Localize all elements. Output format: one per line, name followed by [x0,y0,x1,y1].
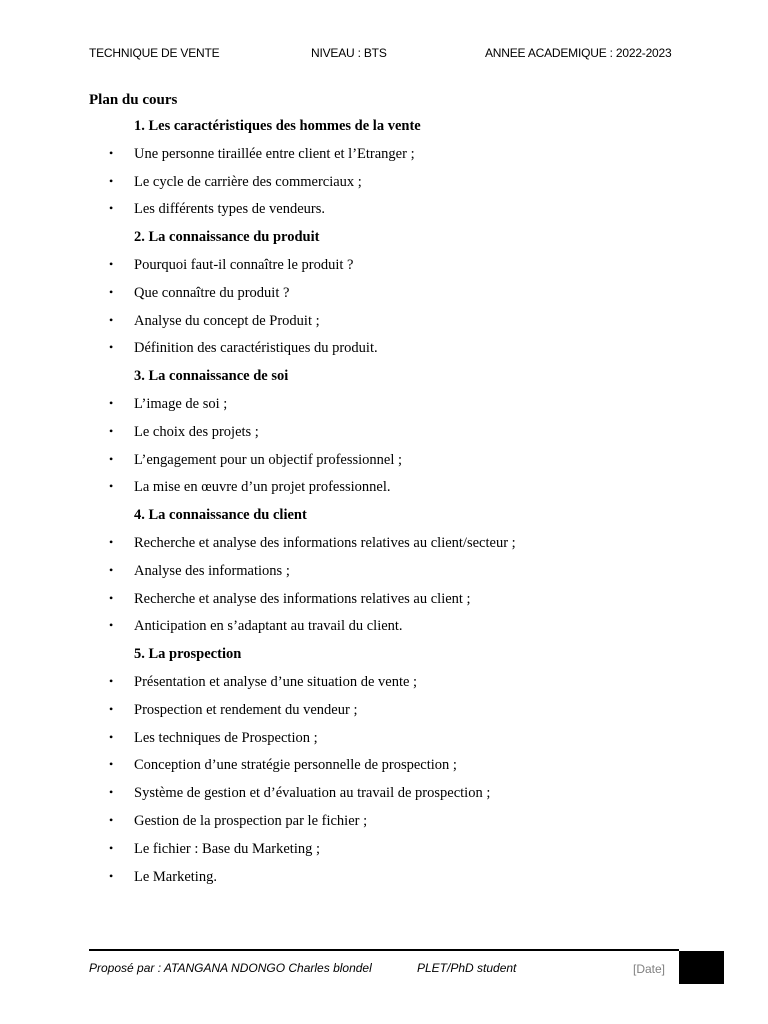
list-item-text: Anticipation en s’adaptant au travail du client. [134,618,403,635]
list-item-text: Que connaître du produit ? [134,284,290,301]
bullet-icon: • [109,173,114,188]
list-item [0,309,768,337]
list-item [0,336,768,364]
list-item-text: Le cycle de carrière des commerciaux ; [134,173,362,190]
list-item-text: Recherche et analyse des informations relatives au client/secteur ; [134,534,516,551]
list-item [0,587,768,615]
section-heading-row [0,114,768,142]
bullet-icon: • [109,673,114,688]
bullet-icon: • [109,145,114,160]
list-item-text: L’image de soi ; [134,395,228,412]
list-item-text: Une personne tiraillée entre client et l’Etranger ; [134,145,415,162]
header-level: NIVEAU : BTS [311,46,387,60]
bullet-icon: • [109,590,114,605]
bullet-icon: • [109,256,114,271]
bullet-icon: • [109,701,114,716]
list-item [0,197,768,225]
header-academic-year: ANNEE ACADEMIQUE : 2022-2023 [485,46,672,60]
list-item [0,726,768,754]
list-item [0,753,768,781]
list-item [0,170,768,198]
list-item-text: Système de gestion et d’évaluation au travail de prospection ; [134,785,491,802]
list-item [0,420,768,448]
bullet-icon: • [109,534,114,549]
list-item [0,142,768,170]
bullet-icon: • [109,479,114,494]
footer-rule [89,949,679,951]
bullet-icon: • [109,562,114,577]
list-item-text: Le choix des projets ; [134,423,259,440]
section-heading-row [0,642,768,670]
list-item [0,559,768,587]
footer-role: PLET/PhD student [417,961,517,975]
list-item [0,531,768,559]
bullet-icon: • [109,201,114,216]
bullet-icon: • [109,312,114,327]
section-heading: 2. La connaissance du produit [134,229,320,246]
bullet-icon: • [109,451,114,466]
bullet-icon: • [109,729,114,744]
bullet-icon: • [109,868,114,883]
list-item [0,809,768,837]
bullet-icon: • [109,840,114,855]
bullet-icon: • [109,395,114,410]
list-item-text: L’engagement pour un objectif professionnel ; [134,451,403,468]
list-item-text: Le fichier : Base du Marketing ; [134,840,321,857]
list-item-text: Recherche et analyse des informations relatives au client ; [134,590,471,607]
plan-title: Plan du cours [89,92,178,108]
section-heading: 4. La connaissance du client [134,507,307,524]
bullet-icon: • [109,423,114,438]
list-item-text: Prospection et rendement du vendeur ; [134,701,358,718]
list-item [0,865,768,893]
section-heading: 1. Les caractéristiques des hommes de la vente [134,118,421,134]
section-heading-row [0,364,768,392]
bullet-icon: • [109,757,114,772]
list-item-text: Les techniques de Prospection ; [134,729,318,746]
list-item [0,698,768,726]
list-item-text: Gestion de la prospection par le fichier ; [134,812,368,829]
bullet-icon: • [109,284,114,299]
bullet-icon: • [109,340,114,355]
list-item [0,614,768,642]
list-item [0,475,768,503]
section-heading-row [0,503,768,531]
list-item-text: Analyse du concept de Produit ; [134,312,320,329]
list-item-text: Pourquoi faut-il connaître le produit ? [134,256,354,273]
list-item-text: Définition des caractéristiques du produit. [134,340,378,357]
list-item [0,253,768,281]
list-item [0,392,768,420]
bullet-icon: • [109,812,114,827]
section-heading: 3. La connaissance de soi [134,368,289,385]
list-item-text: Conception d’une stratégie personnelle de prospection ; [134,757,457,774]
footer-date: [Date] [633,962,666,976]
list-item-text: La mise en œuvre d’un projet professionnel. [134,479,391,496]
list-item [0,281,768,309]
bullet-icon: • [109,785,114,800]
list-item-text: Le Marketing. [134,868,217,885]
list-item-text: Analyse des informations ; [134,562,290,579]
list-item-text: Les différents types de vendeurs. [134,201,325,218]
list-item-text: Présentation et analyse d’une situation de vente ; [134,673,418,690]
header-course-title: TECHNIQUE DE VENTE [89,46,220,60]
list-item [0,781,768,809]
list-item [0,837,768,865]
section-heading: 5. La prospection [134,646,242,663]
footer-author: Proposé par : ATANGANA NDONGO Charles blondel [89,961,372,975]
section-heading-row [0,225,768,253]
list-item [0,670,768,698]
footer-black-block [679,951,724,984]
list-item [0,448,768,476]
course-outline [0,114,768,892]
bullet-icon: • [109,618,114,633]
